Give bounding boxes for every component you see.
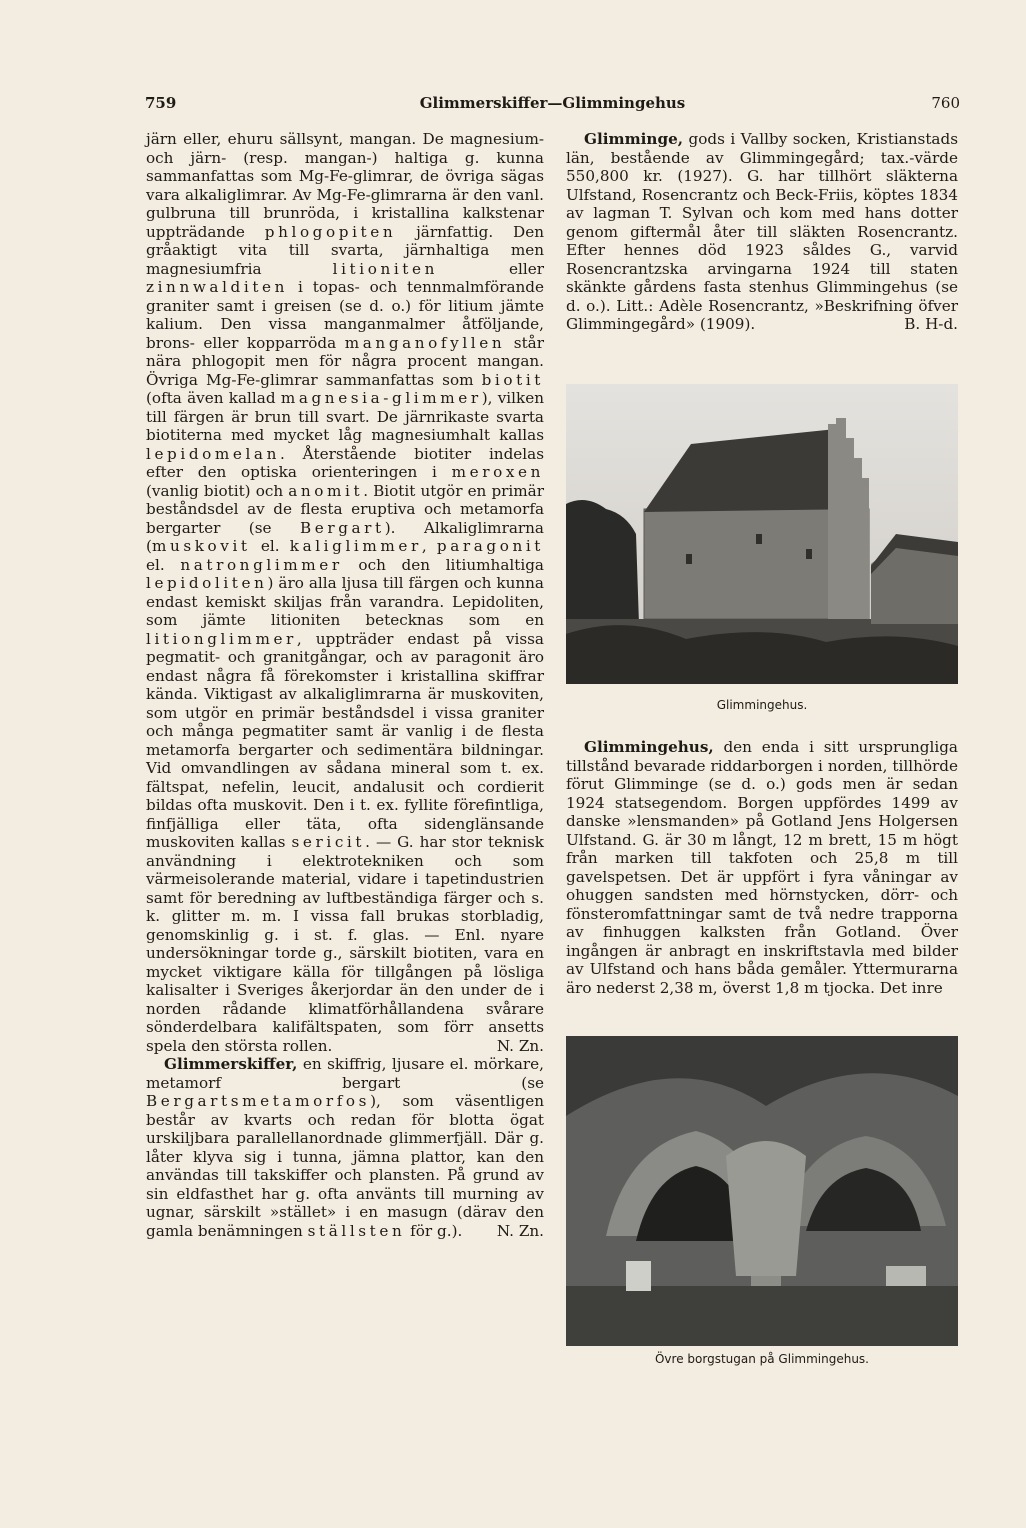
- text-run: en skiffrig, ljusare el. mörkare, metamorf bergart (se: [146, 1055, 544, 1092]
- term: anomit: [288, 481, 364, 500]
- text-run: står nära phlogopit men för några procent mangan. Övriga Mg-Fe-glimrar sammanfattas som: [146, 333, 544, 389]
- text-run: gods i Vallby socken, Kristianstads län, bestående av Glimmingegård; tax.-värde 550,800 kr. (1927). G. har tillhört släkterna Ulfstand, Rosencrantz och Beck-Friis, köptes 1834 av lagman T. Sylvan och kom med hans dotter genom giftermål åter till släkten Rosencrantz. Efter hennes död 1923 såldes G., varvid Rosencrantzska arvingarna 1924 till staten skänkte gårdens fasta stenhus Glimmingehus (se d. o.). Litt.: Adèle Rosencrantz, »Beskrifning öfver Glimmingegård» (1909).: [566, 130, 958, 333]
- text-run: , uppträder endast på vissa pegmatit- och granitgångar, och av paragonit äro endast några få förekomster i kristallina skiffrar kända. Viktigast av alkaliglimrarna är muskoviten, som utgör en primär beståndsdel i vissa graniter och många pegmatiter samt är vanlig i de flesta metamorfa bergarter och sedimentära bildningar. Vid omvandlingen av sådana mineral som t. ex. fältspat, nefelin, leucit, andalusit och cordierit bildas ofta muskovit. Den i t. ex. fyllite förefintliga, finfjälliga eller täta, ofta sidenglänsande muskoviten kallas: [146, 629, 544, 851]
- term: meroxen: [451, 463, 544, 481]
- term: muskovit: [151, 537, 251, 555]
- photo-caption: Övre borgstugan på Glimmingehus.: [654, 1352, 869, 1366]
- text-run: . Biotit utgör en primär beståndsdel av de flesta eruptiva och metamorfa bergarter (se: [146, 481, 544, 537]
- text-run: och den litiumhaltiga: [342, 555, 544, 574]
- text-run: eller: [437, 259, 544, 278]
- text-run: ) äro alla ljusa till färgen och kunna endast kemiskt skiljas från varandra. Lepidoliten, som jämte litioniten betecknas som en: [146, 574, 544, 629]
- term: sericit: [291, 833, 366, 851]
- text-run: . Återstående biotiter indelas efter den optiska orienteringen i: [146, 444, 544, 481]
- term: ställsten: [307, 1221, 406, 1240]
- right-column-bottom: [566, 738, 958, 997]
- headword: Glimmerskiffer,: [164, 1055, 298, 1073]
- entry-glimminge: [566, 130, 958, 334]
- author-signature: B. H-d.: [904, 315, 958, 333]
- text-run: ,: [421, 537, 437, 555]
- castle-exterior-photo: [566, 384, 958, 684]
- right-column-top: [566, 130, 958, 334]
- term: lepidomelan: [146, 444, 280, 463]
- text-run: järn eller, ehuru sällsynt, mangan. De magnesium- och järn- (resp. mangan-) haltiga g. kunna sammanfattas som Mg-Fe-glimrar, de övriga sägas vara alkaliglimrar. Av Mg-Fe-glimrarna är den vanl. gulbruna till brunröda, i kristallina kalkstenar uppträdande: [146, 130, 544, 241]
- running-header: [145, 94, 960, 118]
- text-run: el.: [146, 555, 181, 574]
- left-column: [146, 130, 544, 1240]
- term: litionglimmer: [146, 629, 297, 648]
- entry-glimmerskiffer: [146, 1055, 544, 1240]
- term: natronglimmer: [180, 555, 343, 574]
- term: litioniten: [332, 259, 438, 278]
- entry-glimmingehus: [566, 738, 958, 997]
- text-run: (vanlig biotit) och: [146, 481, 289, 500]
- vault-photo-drawing: [566, 1036, 958, 1346]
- text-run: . — G. har stor teknisk användning i elektrotekniken och som värmeisolerande material, vidare i tapetindustrien samt för beredning av luftbeständiga färger och s. k. glitter m. m. I vissa fall brukas storbladig, genomskinlig g. i st. f. glas. — Enl. nyare undersökningar torde g., särskilt biotiten, vara en mycket viktigare källa för tillgången på lösliga kalisalter i Sveriges åkerjordar än den under de i norden rådande klimatförhållandena svårare sönderdelbara kalifältspaten, som förr ansetts spela den största rollen.: [146, 833, 544, 1055]
- photo-caption: Glimmingehus.: [716, 698, 808, 712]
- term: manganofyllen: [344, 333, 506, 352]
- term: paragonit: [436, 537, 544, 555]
- headword: Glimminge,: [584, 130, 684, 148]
- text-run: el.: [250, 537, 290, 555]
- headword: Glimmingehus,: [584, 738, 714, 756]
- text-run: i topas- och tennmalmförande graniter samt i greisen (se d. o.) för litium jämte kalium. Den vissa manganmalmer åtföljande, brons- eller kopparröda: [146, 278, 544, 352]
- cross-reference-link[interactable]: Bergartsmetamorfos: [146, 1092, 371, 1110]
- text-run: järnfattig. Den gråaktigt vita till svarta, järnhaltiga men magnesiumfria: [146, 222, 544, 278]
- text-run: (ofta även kallad: [146, 389, 281, 407]
- term: lepidoliten: [146, 574, 268, 592]
- text-run: ), vilken till färgen är brun till svart. De järnrikaste svarta biotiterna med mycket låg magnesiumhalt kallas: [146, 389, 544, 444]
- term: phlogopiten: [264, 222, 397, 241]
- term: zinnwalditen: [146, 278, 288, 296]
- text-run: ), som väsentligen består av kvarts och redan för blotta ögat urskiljbara parallellanordnade glimmerfjäll. Där g. låter klyva sig i tunna, jämna plattor, kan den användas till takskiffer och plansten. På grund av sin eldfasthet har g. ofta använts till murning av ugnar, särskilt »stället» i en masugn (därav den gamla benämningen: [146, 1092, 544, 1240]
- cross-reference-link[interactable]: Bergart: [299, 518, 385, 537]
- text-run: den enda i sitt ursprungliga tillstånd bevarade riddarborgen i norden, tillhörde förut Glimminge (se d. o.) gods men är sedan 1924 statsegendom. Borgen uppfördes 1499 av danske »lensmanden» på Gotland Jens Holgersen Ulfstand. G. är 30 m långt, 12 m brett, 15 m högt från marken till takfoten och 25,8 m till gavelspetsen. Det är uppfört i fyra våningar av ohuggen sandsten med hörnstycken, dörr- och fönsteromfattningar samt de två nedre trapporna av finhuggen kalksten från Gotland. Över ingången är anbragt en inskriftstavla med bilder av Ulfstand och hans båda gemåler. Yttermurarna äro nederst 2,38 m, överst 1,8 m tjocka. Det inre: [566, 738, 958, 997]
- page-number-left: 759: [145, 94, 177, 112]
- author-signature: N. Zn.: [496, 1036, 544, 1055]
- term: biotit: [481, 370, 544, 389]
- author-signature: N. Zn.: [496, 1221, 544, 1240]
- text-run: ). Alkaliglimrarna (: [146, 518, 544, 555]
- castle-photo-drawing: [566, 384, 958, 684]
- term: magnesia-glimmer: [280, 389, 482, 407]
- header-title: Glimmerskiffer—Glimmingehus: [419, 94, 686, 112]
- entry-glimmer-continued: [146, 130, 544, 1055]
- term: kaliglimmer: [289, 537, 422, 555]
- text-run: för g.).: [405, 1221, 463, 1240]
- vault-interior-photo: [566, 1036, 958, 1346]
- page-number-right: 760: [931, 94, 960, 112]
